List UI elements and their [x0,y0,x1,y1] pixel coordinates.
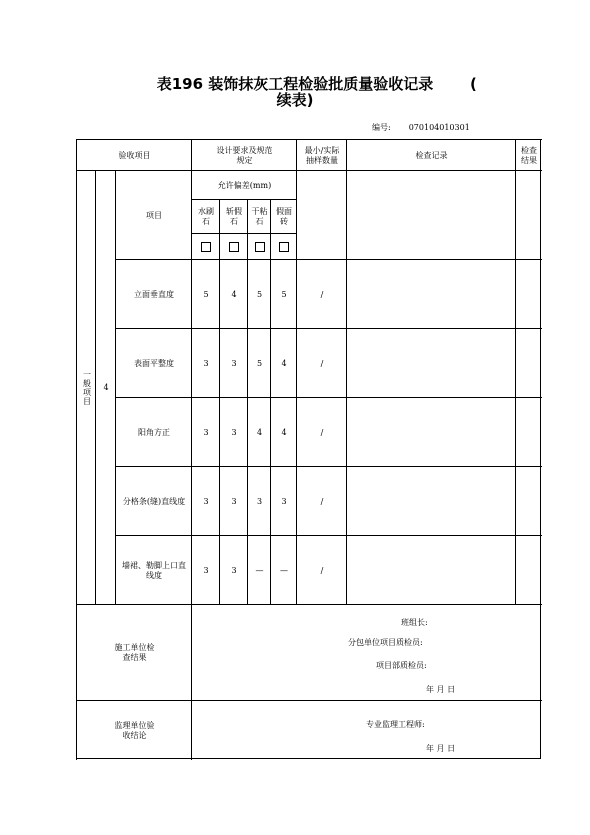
row-value: 4 [219,259,248,329]
row-record [346,259,516,329]
row-value: 3 [191,328,220,398]
sub-record-blank [346,170,516,260]
row-value: 4 [270,397,297,467]
sub-col-2: 干粘石 [247,199,271,234]
row-name: 阳角方正 [115,397,192,467]
row-name: 立面垂直度 [115,259,192,329]
construction-sign-area [191,604,542,701]
row-sample: / [296,466,347,536]
group-label-text: 一般项目 [82,370,92,406]
row-value: — [270,535,297,605]
header-sample: 最小/实际抽样数量 [296,139,347,171]
row-sample: / [296,535,347,605]
construction-date: 年 月 日 [426,685,456,694]
row-value: 3 [219,328,248,398]
checkbox-icon[interactable] [279,242,289,252]
row-name: 墙裙、勒脚上口直线度 [115,535,192,605]
group-label [76,170,96,605]
row-sample: / [296,397,347,467]
code-label: 编号: [372,123,391,132]
row-result [515,397,542,467]
row-sample: / [296,328,347,398]
team-leader-label: 班组长: [401,618,428,627]
row-result [515,328,542,398]
header-result: 检查结果 [515,139,542,171]
sub-result-blank [515,170,542,260]
checkbox-icon[interactable] [201,242,211,252]
code-value: 070104010301 [408,123,470,132]
row-name: 表面平整度 [115,328,192,398]
header-item: 验收项目 [76,139,192,171]
row-record [346,397,516,467]
allow-deviation-label: 允许偏差(mm) [191,170,297,200]
dept-inspector-label: 项目部质检员: [376,661,427,670]
row-record [346,535,516,605]
row-value: 4 [247,397,271,467]
group-number: 4 [95,170,116,605]
row-name: 分格条(缝)直线度 [115,466,192,536]
row-value: 5 [247,328,271,398]
construction-label: 施工单位检查结果 [76,604,192,701]
row-value: 5 [270,259,297,329]
header-record: 检查记录 [346,139,516,171]
title-line2: 续表) [276,91,314,109]
row-record [346,328,516,398]
supervision-date: 年 月 日 [426,744,456,753]
sub-col-1: 斩假石 [219,199,248,234]
checkbox-0 [191,233,220,260]
row-value: 3 [191,397,220,467]
checkbox-1 [219,233,248,260]
row-value: 4 [270,328,297,398]
page-title [0,75,590,109]
code-row [372,122,470,133]
title-main: 表196 装饰抹灰工程检验批质量验收记录 [156,75,434,93]
checkbox-3 [270,233,297,260]
row-value: 5 [247,259,271,329]
row-value: 3 [191,535,220,605]
row-result [515,466,542,536]
sub-col-3: 假面砖 [270,199,297,234]
title-paren: ( [470,75,477,93]
sub-inspector-label: 分包单位项目质检员: [348,638,423,647]
row-result [515,535,542,605]
supervision-label: 监理单位验收结论 [76,700,192,760]
row-value: 5 [191,259,220,329]
sub-col-0: 水刷石 [191,199,220,234]
row-value: 3 [219,397,248,467]
row-value: 3 [270,466,297,536]
row-record [346,466,516,536]
row-value: — [247,535,271,605]
checkbox-icon[interactable] [255,242,265,252]
row-sample: / [296,259,347,329]
sub-item-label: 项目 [115,170,192,260]
sub-sample-blank [296,170,347,260]
supervision-engineer-label: 专业监理工程师: [366,720,425,729]
row-value: 3 [191,466,220,536]
row-result [515,259,542,329]
row-value: 3 [219,466,248,536]
row-value: 3 [219,535,248,605]
supervision-sign-area [191,700,542,760]
row-value: 3 [247,466,271,536]
header-design: 设计要求及规范规定 [191,139,297,171]
checkbox-2 [247,233,271,260]
checkbox-icon[interactable] [229,242,239,252]
